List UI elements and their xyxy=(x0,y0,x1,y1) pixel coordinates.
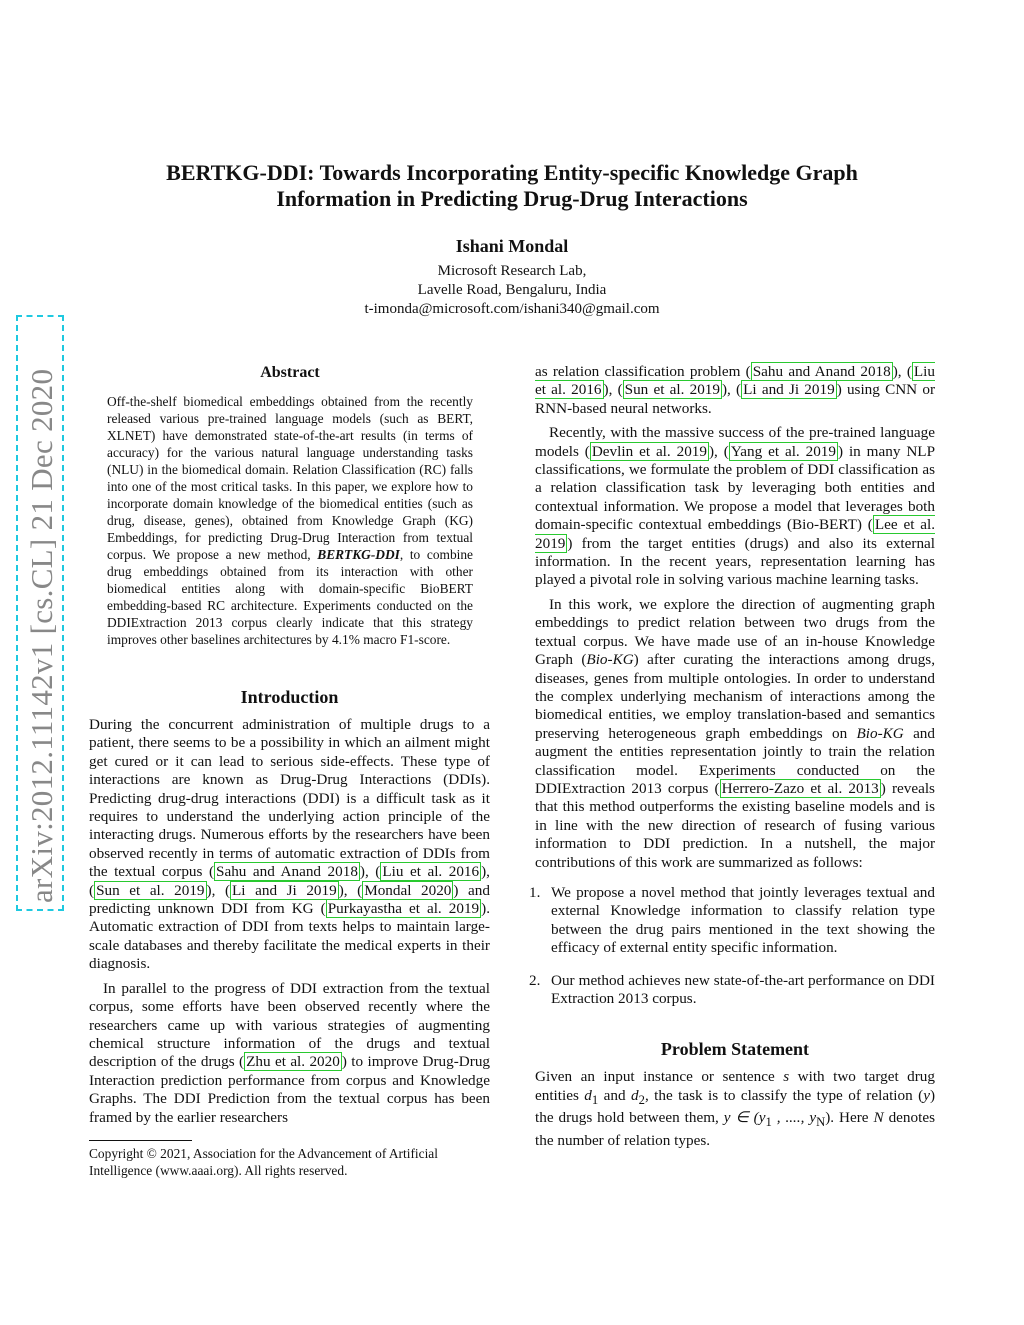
body-text: ), ( xyxy=(603,381,623,399)
author-name: Ishani Mondal xyxy=(455,236,569,256)
citation-link[interactable]: Yang et al. 2019 xyxy=(730,442,836,460)
intro-paragraph-1 xyxy=(89,716,490,974)
list-item-text: Our method achieves new state-of-the-art performance on DDI Extraction 2013 corpus. xyxy=(551,971,935,1007)
intro-paragraph-4 xyxy=(535,424,935,590)
copyright-footnote: Copyright © 2021, Association for the Advancement of Artificial Intelligence (www.aaai.org). All rights reserved. xyxy=(89,1146,438,1178)
list-item-text: We propose a novel method that jointly leverages textual and external Knowledge information to classify relation type between the drug pairs mentioned in the text showing the efficacy of external entity specific information. xyxy=(551,883,935,957)
right-column xyxy=(529,363,936,1156)
citation-link[interactable]: Herrero-Zazo et al. 2013 xyxy=(721,779,879,797)
citation-link[interactable]: Li and Ji 2019 xyxy=(232,881,337,899)
math-var: d xyxy=(584,1086,592,1104)
bio-kg-term: Bio-KG xyxy=(856,724,904,742)
arxiv-identifier[interactable]: arXiv:2012.11142v1 [cs.CL] 21 Dec 2020 xyxy=(24,368,59,903)
affiliation xyxy=(110,262,914,319)
math-sub: 1 xyxy=(765,1115,772,1130)
body-text: In this work, we explore the direction of augmenting graph embeddings to predict relation between two drugs from the textual corpus. We have made use of an in-house Knowledge Graph ( xyxy=(535,595,935,669)
list-number: 1. xyxy=(529,883,541,901)
body-text: ). Automatic extraction of DDI from texts helps to maintain large-scale databases and thereby facilitate the medical experts in their diagnosis. xyxy=(89,900,490,973)
math-var: N xyxy=(873,1109,884,1127)
citation-link[interactable]: Sun et al. 2019 xyxy=(624,381,720,399)
body-text: ), ( xyxy=(708,442,729,460)
body-text: ) reveals that this method outperforms the existing baseline models and is in line with the new direction of research of fusing various information to DDI prediction. In a nutshell, the major contributions of this work are summarized as follows: xyxy=(535,779,935,871)
list-item xyxy=(529,883,935,958)
math-sub: 2 xyxy=(638,1092,645,1107)
citation-link[interactable]: Mondal 2020 xyxy=(364,881,452,899)
body-text: denotes the number of relation types. xyxy=(535,1109,935,1149)
body-text: ) after curating the interactions among drugs, diseases, genes from multiple ontologies. In order to understand the complex underlying mechanism of interactions among the biomedical entities, we employ translation-based and semantics preserving heterogeneous graph embeddings on xyxy=(535,651,936,742)
affiliation-org: Microsoft Research Lab, xyxy=(437,263,587,279)
citation-link[interactable]: Sun et al. 2019 xyxy=(96,881,205,899)
body-text: In parallel to the progress of DDI extraction from the textual corpus, some efforts have been observed recently where the researchers came up with various strategies of augmenting chemical structure information of the drugs and textual description of the drugs ( xyxy=(89,979,490,1071)
body-text: ) the drugs hold between them, xyxy=(535,1086,935,1127)
title-line-1: BERTKG-DDI: Towards Incorporating Entity-specific Knowledge Graph xyxy=(166,160,858,185)
abstract-text: Off-the-shelf biomedical embeddings obtained from the recently released various pre-trained language models (such as BERT, XLNET) have demonstrated state-of-the-art results (in terms of accuracy) for the various natural language understanding tasks (NLU) in the biomedical domain. Relation Classification (RC) falls into one of the most critical tasks. In this paper, we explore how to incorporate domain knowledge of the biomedical entities (such as drug, disease, genes), obtained from Knowledge Graph (KG) Embeddings, for predicting Drug-Drug Interaction from textual corpus. We propose a new method, xyxy=(107,394,473,562)
math-expr: , ...., y xyxy=(771,1109,817,1127)
bio-kg-term: Bio-KG xyxy=(586,651,634,669)
math-sub: 1 xyxy=(591,1092,599,1107)
abstract-text: , to combine drug embeddings obtained from its interaction with other biomedical entities along with domain-specific BioBERT embedding-based RC architecture. Experiments conducted on the DDIExtraction 2013 corpus clearly indicate that this strategy improves other baselines architectures by 4.1% macro F1-score. xyxy=(107,547,473,647)
footnote-rule xyxy=(89,1140,192,1141)
list-number: 2. xyxy=(529,971,541,989)
problem-statement-paragraph xyxy=(535,1068,935,1150)
introduction-heading: Introduction xyxy=(240,687,339,707)
body-text: ), ( xyxy=(89,863,490,899)
citation-link[interactable]: Sahu and Anand 2018 xyxy=(752,363,891,380)
body-text: ), ( xyxy=(722,381,742,399)
body-text: ), ( xyxy=(206,881,231,899)
math-var: s xyxy=(783,1068,790,1086)
body-text: , the task is to classify the type of relation ( xyxy=(644,1086,924,1104)
body-text: Recently, with the massive success of the pre-trained language models ( xyxy=(535,424,935,460)
math-sub: N xyxy=(816,1115,826,1130)
title-line-2: Information in Predicting Drug-Drug Interactions xyxy=(276,186,748,211)
citation-link[interactable]: Sahu and Anand 2018 xyxy=(216,863,358,881)
contributions-list xyxy=(529,883,935,1008)
body-text: ). Here xyxy=(825,1109,874,1127)
math-var: y xyxy=(923,1086,930,1104)
body-text: ), ( xyxy=(338,881,363,899)
problem-statement-heading: Problem Statement xyxy=(660,1039,810,1060)
body-text: as relation classification problem ( xyxy=(535,363,751,380)
author-email[interactable]: t-imonda@microsoft.com/ishani340@gmail.com xyxy=(364,301,660,317)
abstract-heading: Abstract xyxy=(260,364,320,381)
citation-link[interactable]: Zhu et al. 2020 xyxy=(246,1053,340,1071)
body-text: ) using CNN or RNN-based neural networks. xyxy=(535,381,935,417)
body-text: ), ( xyxy=(359,863,381,881)
method-name: BERTKG-DDI xyxy=(317,547,400,562)
abstract-body xyxy=(107,393,473,648)
body-text: with two target drug entities xyxy=(535,1068,935,1104)
body-text: ) and predicting unknown DDI from KG ( xyxy=(89,881,490,918)
body-text: ) to improve Drug-Drug Interaction prediction performance from corpus and Knowledge Graphs. The DDI Prediction from the textual corpus has been framed by the earlier researchers xyxy=(89,1053,491,1126)
math-expr: y ∈ (y xyxy=(723,1109,766,1127)
left-column xyxy=(89,686,490,1133)
intro-paragraph-5 xyxy=(535,596,935,872)
body-text: ) in many NLP classifications, we formulate the problem of DDI classification as a relation classification task by leveraging both entities and contextual information. We propose a model that leverages both domain-specific contextual embeddings (Bio-BERT) ( xyxy=(535,442,936,534)
citation-link[interactable]: Liu et al. 2016 xyxy=(535,363,935,399)
body-text: During the concurrent administration of multiple drugs to a patient, there seems to be a possibility in which an ailment might get cured or it can lead to serious side-effects. These type of interactions are known as Drug-Drug Interactions (DDIs). Predicting drug-drug interactions (DDI) is a difficult task as it requires to understand the underlying action principle of the interacting drugs. Numerous efforts by the researchers have been observed recently in terms of automatic extraction of DDIs from the textual corpus ( xyxy=(89,716,490,881)
intro-paragraph-3 xyxy=(535,363,935,418)
paper-title xyxy=(110,160,914,212)
body-text: ) from the target entities (drugs) and also its external information. In the recent years, representation learning has played a pivotal role in solving various machine learning tasks. xyxy=(535,534,935,589)
body-text: Given an input instance or sentence xyxy=(535,1068,784,1086)
citation-link[interactable]: Lee et al. 2019 xyxy=(535,516,936,552)
citation-link[interactable]: Li and Ji 2019 xyxy=(743,381,835,399)
body-text: and augment the entities representation jointly to train the relation classification model. Experiments conducted on the DDIExtraction 2013 corpus ( xyxy=(535,724,935,797)
citation-link[interactable]: Liu et al. 2016 xyxy=(382,863,480,881)
math-var: d xyxy=(631,1086,639,1104)
citation-link[interactable]: Purkayastha et al. 2019 xyxy=(327,900,480,918)
body-text: and xyxy=(598,1086,632,1104)
intro-paragraph-2 xyxy=(89,980,490,1127)
body-text: ), ( xyxy=(892,363,912,380)
list-item xyxy=(529,971,935,1009)
affiliation-address: Lavelle Road, Bengaluru, India xyxy=(417,282,607,298)
citation-link[interactable]: Devlin et al. 2019 xyxy=(591,442,707,460)
